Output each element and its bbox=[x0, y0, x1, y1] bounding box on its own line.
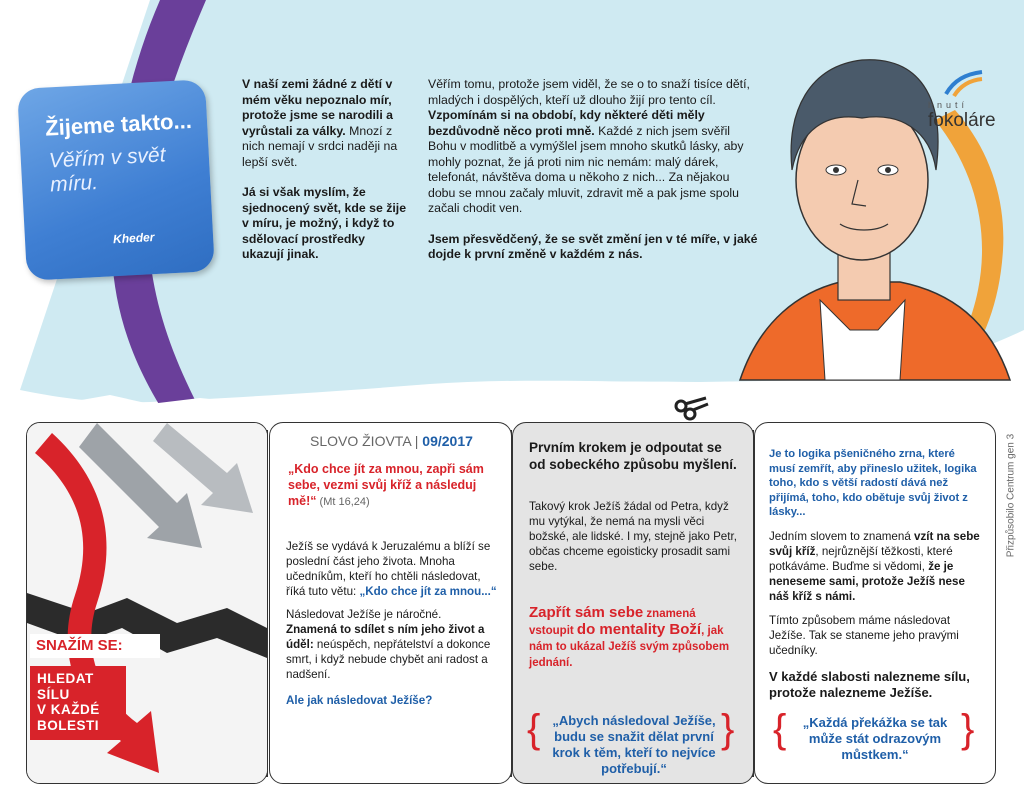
credit-text: Přizpůsobilo Centrum gen 3 bbox=[1005, 433, 1017, 558]
logo-small-text: hnutí bbox=[928, 100, 969, 110]
snazim-label bbox=[30, 634, 160, 658]
red-big-text: Zapřít sám sebe bbox=[529, 604, 644, 621]
blue-paragraph: Je to logika pšeničného zrna, které musí zemřít, aby přineslo užitek, logika toho, kdo s větší radostí dává než přijímá, toho, kdo obětuje svůj život z lásky... bbox=[769, 448, 977, 518]
hero-title: Žijeme takto... bbox=[44, 107, 193, 141]
text: Ježíš se vydává k Jeruzalému a blíží se poslední část jeho života. Mnoha učedníkům, kteří ho chtěli následovat, říká tuto větu: bbox=[286, 540, 491, 598]
logo-text: fokoláre bbox=[928, 110, 996, 131]
text: Každé z nich jsem svěřil Bohu v modlitbě a vymýšlel jsem mnoho skutků lásky, aby mohly poznat, že já proti nim nic nemám: malý dárek, telefonát, návštěva doma u někoho z nich... Za nějakou dobu se mnou začaly mluvit, zdravit mě a pak jsme spolu začali chodit ven. bbox=[428, 123, 744, 215]
panel-title: Prvním krokem je odpoutat se od sobeckého způsobu myšlení. bbox=[529, 440, 737, 472]
panel-grain-logic bbox=[754, 422, 996, 784]
paragraph: Jsem přesvědčený, že se svět změní jen v té míře, v jaké dojde k první změně v každém z nás. bbox=[428, 231, 758, 261]
text: Jedním slovem to znamená bbox=[769, 530, 914, 543]
bold-text: že je neneseme sami, protože Ježíš nese náš kříž s námi. bbox=[769, 560, 965, 603]
brace-right-icon: } bbox=[961, 707, 975, 751]
bold-text: Vzpomínám si na období, kdy některé děti měly bezdůvodně něco proti mně. bbox=[428, 108, 705, 138]
header-date: 09/2017 bbox=[422, 433, 473, 449]
text: Následovat Ježíše je náročné. bbox=[286, 608, 442, 621]
paragraph: Tímto způsobem máme následovat Ježíše. Tak se staneme jeho pravými učedníky. bbox=[769, 614, 959, 657]
bold-text: vzít na sebe svůj kříž bbox=[769, 530, 980, 558]
paragraph bbox=[286, 539, 501, 599]
quote-text: „Kdo chce jít za mnou, zapři sám sebe, vezmi svůj kříž a následuj mě!“ bbox=[288, 462, 484, 508]
hero-card bbox=[17, 79, 215, 281]
story-column-2 bbox=[428, 77, 758, 278]
quote-ref: (Mt 16,24) bbox=[316, 496, 370, 508]
hero-subtitle: Věřím v svět míru. bbox=[48, 143, 167, 197]
quote-block bbox=[288, 461, 498, 510]
brace-right-icon: } bbox=[721, 707, 735, 751]
fokolare-logo bbox=[928, 70, 1008, 130]
panel-first-step bbox=[512, 422, 754, 784]
header-text: SLOVO ŽIOVTA | bbox=[310, 433, 423, 449]
side-credit bbox=[1001, 414, 1021, 584]
paragraph: Věřím tomu, protože jsem viděl, že se o to snaží tisíce dětí, mladých i dospělých, kteří už dlouho žijí pro tento cíl. bbox=[428, 77, 750, 107]
red-big-text: do mentality Boží bbox=[576, 621, 702, 638]
bold-text: V naší zemi žádné z dětí v mém věku nepoznalo mír, protože jsme se narodili a vyrůstali za války. bbox=[242, 77, 394, 138]
resolution-quote: „Každá překážka se tak může stát odrazovým můstkem.“ bbox=[802, 715, 948, 762]
paragraph bbox=[242, 77, 410, 170]
text: neúspěch, nepřátelství a dokonce smrt, i když nebude chybět ani radost a nadšení. bbox=[286, 638, 491, 681]
red-text: , jak nám to ukázal Ježíš svým způsobem jednání. bbox=[529, 625, 730, 669]
red-text: znamená vstoupit bbox=[529, 608, 696, 637]
goal-text: HLEDAT SÍLU V KAŽDÉ BOLESTI bbox=[37, 671, 100, 733]
text: , nejrůznější těžkosti, které potkáváme. Buďme si vědomi, bbox=[769, 545, 953, 573]
inline-quote: „Kdo chce jít za mnou...“ bbox=[359, 585, 497, 598]
bold-text: Znamená to sdílet s ním jeho život a úděl: bbox=[286, 623, 485, 651]
label-text: SNAŽÍM SE: bbox=[36, 637, 123, 654]
red-paragraph bbox=[529, 605, 741, 671]
paragraph: Já si však myslím, že sjednocený svět, kde se žije v míru, je možný, i když to sdělovací prostředky ukazují jinak. bbox=[242, 185, 407, 261]
paragraph: Takový krok Ježíš žádal od Petra, když mu vytýkal, že nemá na mysli věci božské, ale lidské. I my, stejně jako Petr, občas chceme egoisticky prosadit sami sebe. bbox=[529, 500, 737, 573]
resolution-quote: „Abych následoval Ježíše, budu se snažit dělat první krok k těm, kteří to nejvíce potřebují.“ bbox=[552, 713, 716, 776]
hero-author: Kheder bbox=[112, 230, 155, 247]
goal-label bbox=[30, 666, 126, 740]
paragraph bbox=[428, 108, 758, 217]
brace-left-icon: { bbox=[773, 707, 787, 751]
brace-left-icon: { bbox=[527, 707, 541, 751]
panel-word-of-life bbox=[269, 422, 512, 784]
story-column-1 bbox=[242, 77, 410, 278]
text: Mnozí z nich nemají v srdci naději na lepší svět. bbox=[242, 123, 398, 169]
question-text: Ale jak následovat Ježíše? bbox=[286, 694, 433, 707]
logo-mark-icon bbox=[944, 70, 984, 98]
panel-header bbox=[310, 433, 473, 449]
paragraph bbox=[286, 607, 501, 682]
paragraph bbox=[769, 529, 983, 604]
bold-paragraph: V každé slabosti nalezneme sílu, protože nalezneme Ježíše. bbox=[769, 669, 970, 700]
